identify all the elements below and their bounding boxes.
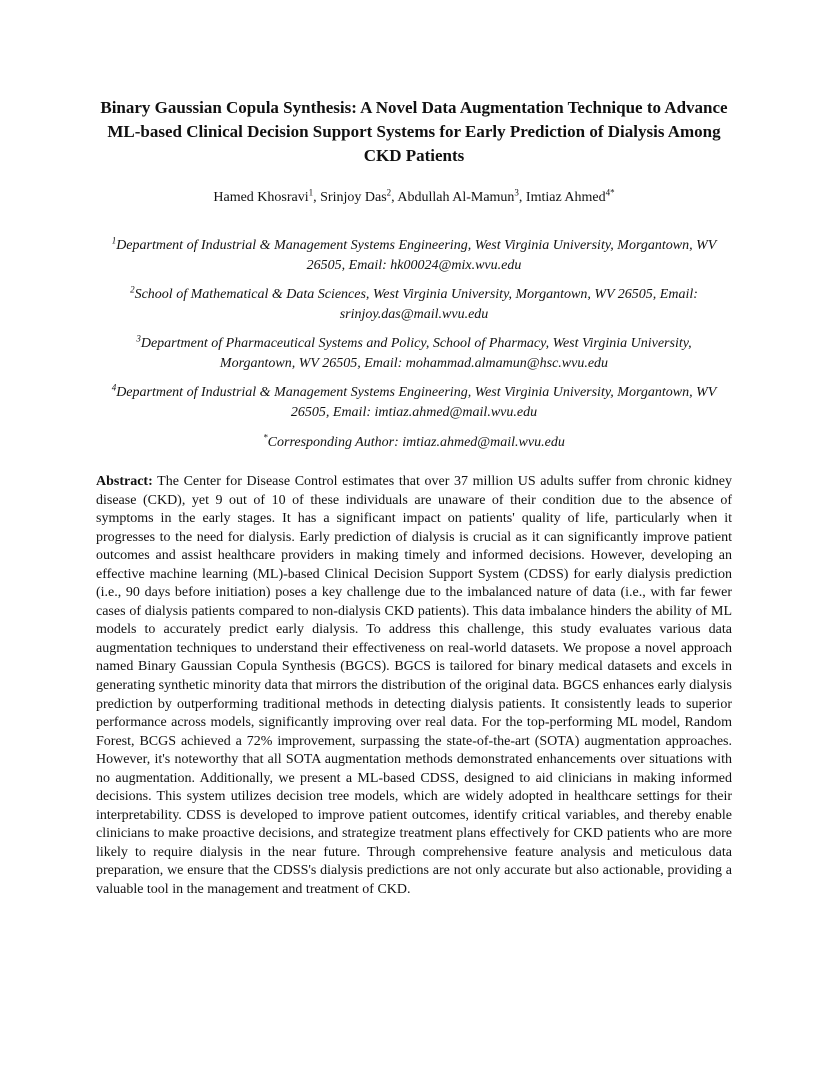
author-separator: , xyxy=(391,190,398,205)
author-superscript: 2 xyxy=(386,187,392,198)
affiliation xyxy=(96,334,732,374)
corresponding-text: Corresponding Author: imtiaz.ahmed@mail.wvu.edu xyxy=(267,435,565,450)
author-list xyxy=(96,188,732,208)
affiliation-text: Department of Industrial & Management Systems Engineering, West Virginia University, Morgantown, WV 26505, Email: imtiaz.ahmed@mail.wvu.edu xyxy=(116,385,717,420)
author-name: Srinjoy Das xyxy=(320,190,387,205)
author-name: Hamed Khosravi xyxy=(213,190,309,205)
affiliation-superscript: 2 xyxy=(130,284,135,295)
corresponding-superscript: * xyxy=(263,432,268,443)
author-name: Abdullah Al-Mamun xyxy=(397,190,515,205)
affiliation-text: School of Mathematical & Data Sciences, West Virginia University, Morgantown, WV 26505, Email: srinjoy.das@mail.wvu.edu xyxy=(134,287,698,322)
author-separator: , xyxy=(518,190,526,205)
author-superscript: 1 xyxy=(308,187,314,198)
affiliation xyxy=(96,236,732,276)
author-separator: , xyxy=(313,190,321,205)
affiliation xyxy=(96,383,732,423)
affiliation-list xyxy=(96,236,732,423)
affiliation-superscript: 1 xyxy=(111,235,117,246)
author xyxy=(213,187,321,205)
affiliation-superscript: 3 xyxy=(136,333,141,344)
author-superscript: 4* xyxy=(605,187,615,198)
abstract-label: Abstract: xyxy=(96,474,153,489)
paper-title: Binary Gaussian Copula Synthesis: A Novel Data Augmentation Technique to Advance ML-based Clinical Decision Support Systems for Early Prediction of Dialysis Among CKD Patients xyxy=(100,98,728,165)
author xyxy=(397,187,526,205)
paper-page xyxy=(96,96,732,900)
affiliation-superscript: 4 xyxy=(111,382,117,393)
abstract xyxy=(96,473,732,900)
affiliation xyxy=(96,285,732,325)
author-superscript: 3 xyxy=(514,187,519,198)
author-name: Imtiaz Ahmed xyxy=(525,190,606,205)
author xyxy=(320,187,398,205)
author xyxy=(525,187,615,205)
affiliation-text: Department of Industrial & Management Systems Engineering, West Virginia University, Morgantown, WV 26505, Email: hk00024@mix.wvu.edu xyxy=(116,238,717,273)
corresponding-author xyxy=(96,433,732,453)
affiliation-text: Department of Pharmaceutical Systems and Policy, School of Pharmacy, West Virginia University, Morgantown, WV 26505, Email: mohammad.almamun@hsc.wvu.edu xyxy=(140,336,692,371)
abstract-text: The Center for Disease Control estimates that over 37 million US adults suffer from chronic kidney disease (CKD), yet 9 out of 10 of these individuals are unaware of their condition due to the absence of symptoms in the early stages. It has a significant impact on patients' quality of life, particularly when it progresses to the need for dialysis. Early prediction of dialysis is crucial as it can significantly improve patient outcomes and assist healthcare providers in making timely and informed decisions. However, developing an effective machine learning (ML)-based Clinical Decision Support System (CDSS) for early dialysis prediction (i.e., 90 days before initiation) poses a key challenge due to the imbalanced nature of data (i.e., with far fewer cases of dialysis patients compared to non-dialysis CKD patients). This data imbalance hinders the ability of ML models to accurately predict early dialysis. To address this challenge, this study evaluates various data augmentation techniques to understand their effectiveness on real-world datasets. We propose a novel approach named Binary Gaussian Copula Synthesis (BGCS). BGCS is tailored for binary medical datasets and excels in generating synthetic minority data that mirrors the distribution of the original data. BGCS enhances early dialysis prediction by outperforming traditional methods in detecting dialysis patients. It consistently leads to superior performance across models, significantly improving over real data. For the top-performing ML model, Random Forest, BCGS achieved a 72% improvement, surpassing the state-of-the-art (SOTA) augmentation approaches. However, it's noteworthy that all SOTA augmentation methods demonstrated enhancements over situations with no augmentation. Additionally, we present a ML-based CDSS, designed to aid clinicians in making informed decisions. This system utilizes decision tree models, which are widely adopted in healthcare settings for their interpretability. CDSS is developed to improve patient outcomes, identify critical variables, and thereby enable clinicians to make proactive decisions, and strategize treatment plans effectively for CKD patients who are more likely to require dialysis in the near future. Through comprehensive feature analysis and meticulous data preparation, we ensure that the CDSS's dialysis predictions are not only accurate but also actionable, providing a valuable tool in the management and treatment of CKD. xyxy=(96,474,733,898)
